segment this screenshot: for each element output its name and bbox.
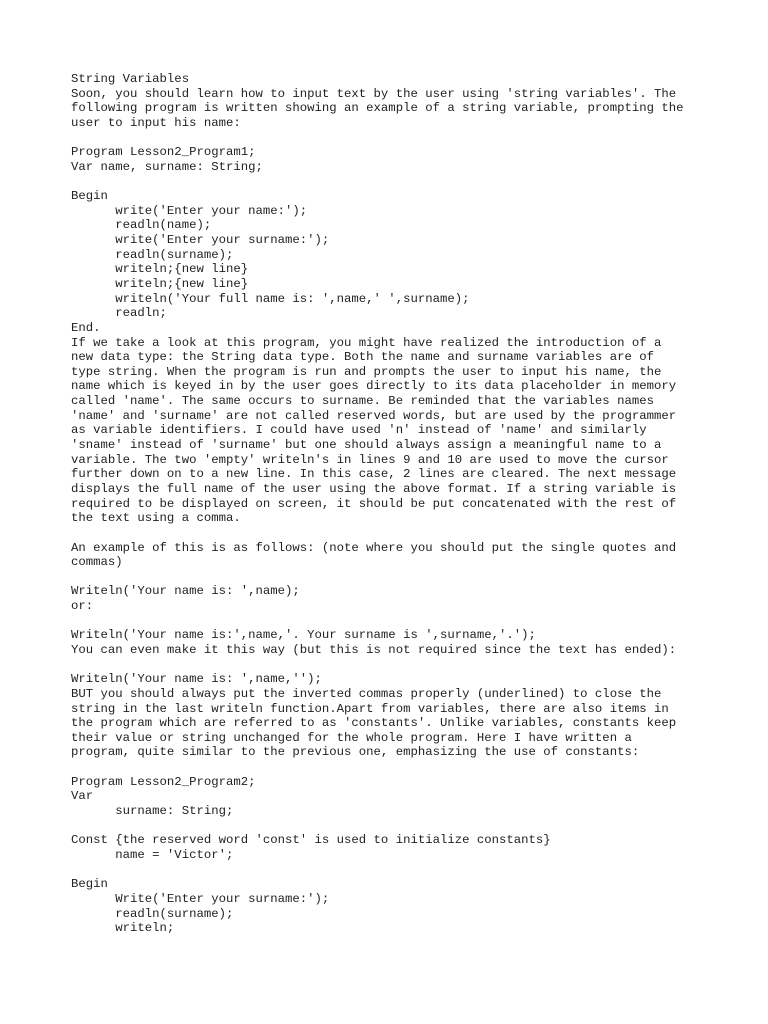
document-line: variable. The two 'empty' writeln's in lines 9 and 10 are used to move the cursor <box>71 452 669 467</box>
document-line: Const {the reserved word 'const' is used to initialize constants} <box>71 833 551 848</box>
document-line: program, quite similar to the previous one, emphasizing the use of constants: <box>71 745 640 760</box>
document-line: readln(surname); <box>71 906 234 921</box>
document-line: Writeln('Your name is: ',name); <box>71 584 300 599</box>
document-line: Write('Enter your surname:'); <box>71 891 330 906</box>
document-line: writeln;{new line} <box>71 276 249 291</box>
document-line: An example of this is as follows: (note where you should put the single quotes and <box>71 540 677 555</box>
document-line: 'name' and 'surname' are not called reserved words, but are used by the programmer <box>71 408 677 423</box>
document-line: You can even make it this way (but this is not required since the text has ended): <box>71 642 677 657</box>
document-line: the program which are referred to as 'constants'. Unlike variables, constants keep <box>71 716 677 731</box>
document-line: Var <box>71 789 94 804</box>
document-line: name which is keyed in by the user goes directly to its data placeholder in memory <box>71 379 677 394</box>
document-line: new data type: the String data type. Both the name and surname variables are of <box>71 350 654 365</box>
document-line: Writeln('Your name is: ',name,''); <box>71 672 322 687</box>
document-line: writeln('Your full name is: ',name,' ',surname); <box>71 291 470 306</box>
document-line: write('Enter your name:'); <box>71 203 308 218</box>
document-line <box>71 760 751 775</box>
document-line <box>71 819 751 834</box>
document-line: Begin <box>71 189 108 204</box>
document-line: writeln; <box>71 921 175 936</box>
document-line: readln; <box>71 306 167 321</box>
document-line <box>71 131 751 146</box>
document-line <box>71 526 751 541</box>
document-line: write('Enter your surname:'); <box>71 233 330 248</box>
document-line: name = 'Victor'; <box>71 847 234 862</box>
document-line: Soon, you should learn how to input text by the user using 'string variables'. The <box>71 86 677 101</box>
document-line: displays the full name of the user using the above format. If a string variable is <box>71 481 677 496</box>
document-line: string in the last writeln function.Apart from variables, there are also items in <box>71 701 669 716</box>
document-line: If we take a look at this program, you might have realized the introduction of a <box>71 335 662 350</box>
document-line: type string. When the program is run and prompts the user to input his name, the <box>71 364 662 379</box>
document-line: BUT you should always put the inverted commas properly (underlined) to close the <box>71 686 662 701</box>
document-line: End. <box>71 320 101 335</box>
document-line: further down on to a new line. In this case, 2 lines are cleared. The next message <box>71 467 677 482</box>
document-line: commas) <box>71 555 123 570</box>
document-line: surname: String; <box>71 804 234 819</box>
document-line: 'sname' instead of 'surname' but one should always assign a meaningful name to a <box>71 438 662 453</box>
document-line: or: <box>71 599 94 614</box>
document-line <box>71 614 751 629</box>
document-line: their value or string unchanged for the whole program. Here I have written a <box>71 730 632 745</box>
document-line: Var name, surname: String; <box>71 159 263 174</box>
document-line: the text using a comma. <box>71 511 241 526</box>
document-line: writeln;{new line} <box>71 262 249 277</box>
document-line <box>71 658 751 673</box>
document-line: as variable identifiers. I could have used 'n' instead of 'name' and similarly <box>71 423 647 438</box>
document-line <box>71 570 751 585</box>
document-page <box>71 72 751 936</box>
document-line <box>71 863 751 878</box>
document-line: required to be displayed on screen, it should be put concatenated with the rest of <box>71 496 677 511</box>
document-line: String Variables <box>71 72 190 86</box>
document-line: Program Lesson2_Program1; <box>71 145 256 160</box>
document-line: readln(name); <box>71 218 212 233</box>
document-line: Begin <box>71 877 108 892</box>
document-line: called 'name'. The same occurs to surname. Be reminded that the variables names <box>71 394 654 409</box>
document-line: readln(surname); <box>71 247 234 262</box>
document-line: following program is written showing an example of a string variable, prompting the <box>71 101 684 116</box>
document-line <box>71 174 751 189</box>
document-line: user to input his name: <box>71 115 241 130</box>
document-line: Program Lesson2_Program2; <box>71 774 256 789</box>
document-line: Writeln('Your name is:',name,'. Your surname is ',surname,'.'); <box>71 628 536 643</box>
